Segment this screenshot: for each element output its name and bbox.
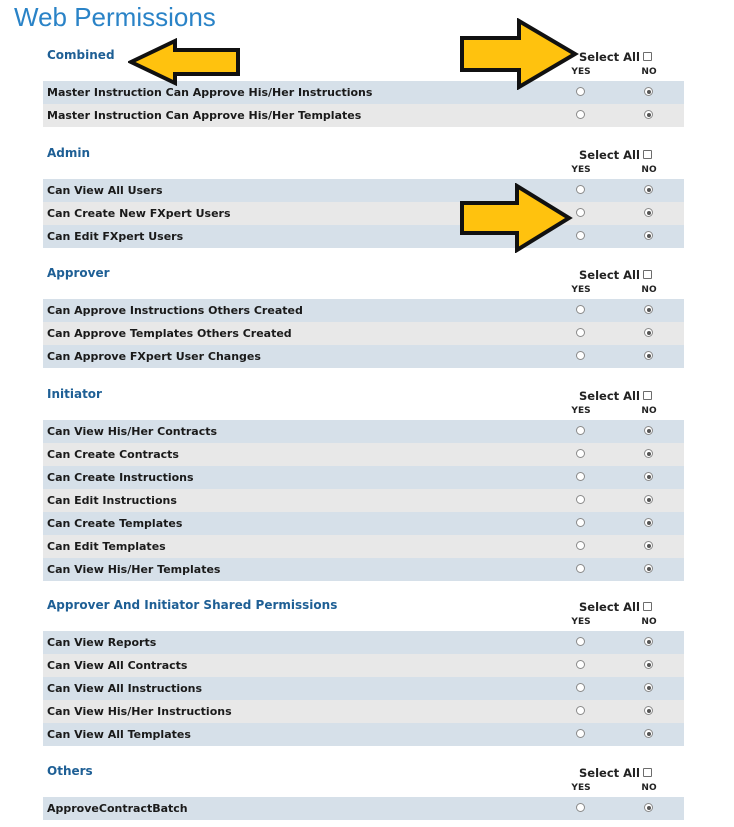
radio-yes[interactable] — [576, 803, 585, 812]
permission-section — [43, 265, 684, 368]
section-title: Admin — [47, 146, 91, 160]
permission-label: Can View All Contracts — [47, 659, 188, 672]
section-title: Approver And Initiator Shared Permissions — [47, 598, 338, 612]
permission-label: Can View All Instructions — [47, 682, 203, 695]
permission-row — [43, 723, 684, 746]
select-all-control[interactable] — [579, 49, 652, 65]
permission-label: Can Approve FXpert User Changes — [47, 350, 261, 363]
radio-yes[interactable] — [576, 541, 585, 550]
select-all-control[interactable] — [579, 147, 652, 163]
arrow-left-icon — [128, 38, 242, 86]
radio-no[interactable] — [644, 305, 653, 314]
section-title: Approver — [47, 266, 110, 280]
page-title: Web Permissions — [14, 2, 216, 32]
radio-no[interactable] — [644, 637, 653, 646]
radio-no[interactable] — [644, 208, 653, 217]
column-header-no: NO — [641, 67, 657, 77]
radio-no[interactable] — [644, 518, 653, 527]
section-header — [43, 763, 684, 797]
radio-yes[interactable] — [576, 683, 585, 692]
permission-row — [43, 322, 684, 345]
radio-no[interactable] — [644, 351, 653, 360]
section-title: Combined — [47, 48, 115, 62]
radio-yes[interactable] — [576, 495, 585, 504]
select-all-checkbox[interactable] — [643, 270, 652, 279]
permission-row — [43, 299, 684, 322]
permission-label: Can Create Templates — [47, 517, 183, 530]
radio-yes[interactable] — [576, 518, 585, 527]
column-header-yes: YES — [571, 285, 591, 295]
permission-row — [43, 535, 684, 558]
column-header-yes: YES — [571, 783, 591, 793]
section-header — [43, 597, 684, 631]
radio-yes[interactable] — [576, 729, 585, 738]
permission-row — [43, 489, 684, 512]
radio-yes[interactable] — [576, 637, 585, 646]
permission-row — [43, 631, 684, 654]
permission-row — [43, 179, 684, 202]
select-all-label: Select All — [579, 766, 640, 780]
permission-section — [43, 597, 684, 746]
section-title: Others — [47, 764, 93, 778]
radio-yes[interactable] — [576, 185, 585, 194]
radio-no[interactable] — [644, 472, 653, 481]
section-header — [43, 386, 684, 420]
permission-label: Can Approve Templates Others Created — [47, 327, 292, 340]
section-header — [43, 145, 684, 179]
permission-label: Master Instruction Can Approve His/Her Instructions — [47, 86, 373, 99]
permission-row — [43, 654, 684, 677]
radio-yes[interactable] — [576, 208, 585, 217]
permission-label: Can View Reports — [47, 636, 157, 649]
permission-section — [43, 763, 684, 820]
select-all-label: Select All — [579, 50, 640, 64]
radio-no[interactable] — [644, 564, 653, 573]
permission-row — [43, 797, 684, 820]
radio-yes[interactable] — [576, 449, 585, 458]
permission-label: ApproveContractBatch — [47, 802, 188, 815]
column-header-no: NO — [641, 406, 657, 416]
radio-no[interactable] — [644, 231, 653, 240]
radio-no[interactable] — [644, 803, 653, 812]
permission-label: Can View His/Her Instructions — [47, 705, 232, 718]
permission-label: Can View His/Her Templates — [47, 563, 221, 576]
select-all-control[interactable] — [579, 765, 652, 781]
column-header-no: NO — [641, 285, 657, 295]
section-title: Initiator — [47, 387, 102, 401]
radio-yes[interactable] — [576, 351, 585, 360]
column-header-no: NO — [641, 165, 657, 175]
radio-yes[interactable] — [576, 472, 585, 481]
column-header-no: NO — [641, 783, 657, 793]
permission-label: Can Edit Instructions — [47, 494, 177, 507]
radio-no[interactable] — [644, 495, 653, 504]
permission-row — [43, 420, 684, 443]
permission-rows — [43, 797, 684, 820]
select-all-checkbox[interactable] — [643, 150, 652, 159]
column-header-no: NO — [641, 617, 657, 627]
radio-yes[interactable] — [576, 305, 585, 314]
select-all-label: Select All — [579, 268, 640, 282]
radio-yes[interactable] — [576, 231, 585, 240]
select-all-checkbox[interactable] — [643, 391, 652, 400]
permission-rows — [43, 420, 684, 581]
radio-no[interactable] — [644, 185, 653, 194]
permission-label: Master Instruction Can Approve His/Her Templates — [47, 109, 362, 122]
column-header-yes: YES — [571, 67, 591, 77]
column-header-yes: YES — [571, 406, 591, 416]
permission-label: Can Edit FXpert Users — [47, 230, 184, 243]
permission-rows — [43, 81, 684, 127]
radio-no[interactable] — [644, 449, 653, 458]
permission-label: Can View His/Her Contracts — [47, 425, 218, 438]
permission-row — [43, 225, 684, 248]
radio-yes[interactable] — [576, 110, 585, 119]
select-all-control[interactable] — [579, 599, 652, 615]
permission-label: Can Create Instructions — [47, 471, 194, 484]
radio-no[interactable] — [644, 426, 653, 435]
permission-row — [43, 104, 684, 127]
section-header — [43, 265, 684, 299]
radio-no[interactable] — [644, 660, 653, 669]
permission-label: Can Edit Templates — [47, 540, 166, 553]
permission-rows — [43, 179, 684, 248]
arrow-right-icon — [459, 18, 579, 90]
column-header-yes: YES — [571, 165, 591, 175]
permission-row — [43, 345, 684, 368]
radio-yes[interactable] — [576, 564, 585, 573]
permission-row — [43, 677, 684, 700]
permission-rows — [43, 299, 684, 368]
permission-label: Can Create Contracts — [47, 448, 179, 461]
radio-yes[interactable] — [576, 328, 585, 337]
permission-row — [43, 558, 684, 581]
radio-yes[interactable] — [576, 660, 585, 669]
select-all-checkbox[interactable] — [643, 602, 652, 611]
radio-yes[interactable] — [576, 706, 585, 715]
arrow-right-icon — [459, 183, 573, 253]
radio-no[interactable] — [644, 328, 653, 337]
permission-section — [43, 386, 684, 581]
select-all-control[interactable] — [579, 267, 652, 283]
radio-yes[interactable] — [576, 426, 585, 435]
radio-no[interactable] — [644, 87, 653, 96]
permission-label: Can View All Users — [47, 184, 163, 197]
radio-no[interactable] — [644, 683, 653, 692]
radio-no[interactable] — [644, 729, 653, 738]
permission-rows — [43, 631, 684, 746]
permission-row — [43, 466, 684, 489]
select-all-control[interactable] — [579, 388, 652, 404]
select-all-checkbox[interactable] — [643, 52, 652, 61]
permission-row — [43, 700, 684, 723]
radio-no[interactable] — [644, 110, 653, 119]
radio-no[interactable] — [644, 541, 653, 550]
select-all-label: Select All — [579, 600, 640, 614]
permission-row — [43, 202, 684, 225]
permission-label: Can View All Templates — [47, 728, 191, 741]
select-all-label: Select All — [579, 389, 640, 403]
permission-section — [43, 145, 684, 248]
column-header-yes: YES — [571, 617, 591, 627]
select-all-label: Select All — [579, 148, 640, 162]
permission-label: Can Approve Instructions Others Created — [47, 304, 303, 317]
permission-row — [43, 512, 684, 535]
permission-label: Can Create New FXpert Users — [47, 207, 231, 220]
select-all-checkbox[interactable] — [643, 768, 652, 777]
radio-no[interactable] — [644, 706, 653, 715]
permission-row — [43, 443, 684, 466]
